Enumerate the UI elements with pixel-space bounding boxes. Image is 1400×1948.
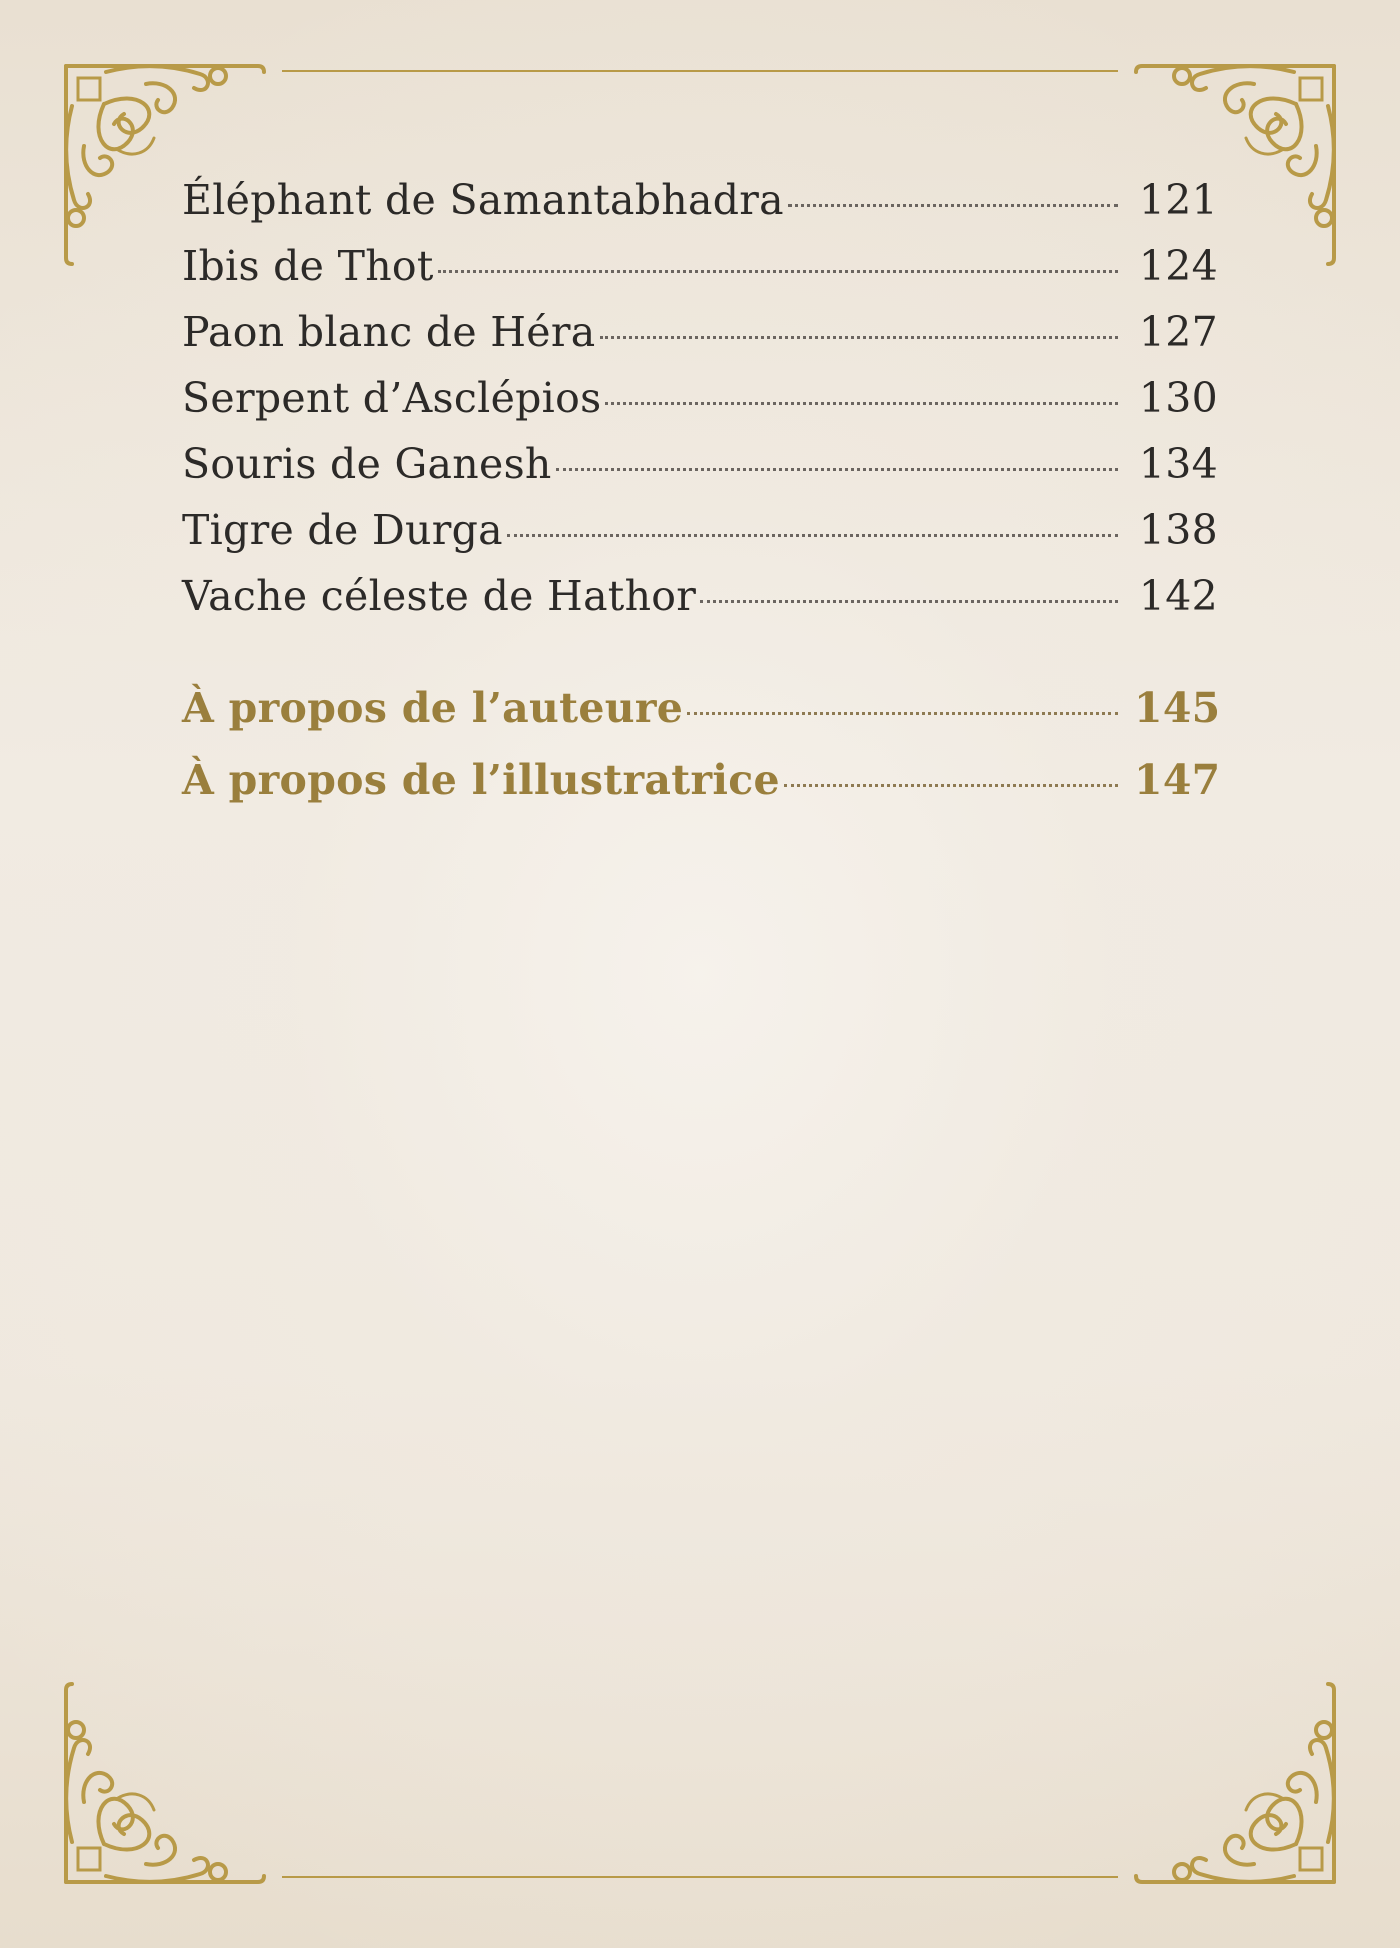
toc-entry-page: 134 (1138, 440, 1218, 488)
filigree-corner-bottom-left-icon (58, 1680, 268, 1890)
toc-entry-title: À propos de l’auteure (182, 684, 684, 732)
toc-entry-title: Souris de Ganesh (182, 440, 552, 488)
toc-entry-page: 130 (1138, 374, 1218, 422)
toc-entry-title: Paon blanc de Héra (182, 308, 596, 356)
toc-entry[interactable] (182, 308, 1218, 374)
toc-entry-page: 142 (1138, 572, 1218, 620)
toc-appendix-entry[interactable] (182, 684, 1221, 756)
toc-entry[interactable] (182, 176, 1218, 242)
toc-entry-title: Ibis de Thot (182, 242, 434, 290)
dot-leader (438, 270, 1118, 273)
section-spacer (182, 638, 1218, 684)
toc-entry-page: 124 (1138, 242, 1218, 290)
toc-entry[interactable] (182, 242, 1218, 308)
top-gold-rule (282, 70, 1118, 72)
toc-entry-title: Tigre de Durga (182, 506, 503, 554)
toc-appendix-entry[interactable] (182, 756, 1221, 828)
dot-leader (605, 402, 1118, 405)
dot-leader (784, 784, 1118, 787)
toc-entry-page: 138 (1138, 506, 1218, 554)
toc-entry[interactable] (182, 572, 1218, 638)
toc-entry-title: Vache céleste de Hathor (182, 572, 697, 620)
toc-entry-title: Éléphant de Samantabhadra (182, 176, 784, 224)
toc-entry-page: 127 (1138, 308, 1218, 356)
toc-entry-page: 145 (1134, 684, 1221, 732)
toc-entry-page: 147 (1134, 756, 1221, 804)
table-of-contents (182, 176, 1221, 828)
toc-entry-page: 121 (1138, 176, 1218, 224)
dot-leader (507, 534, 1118, 537)
toc-entry-title: Serpent d’Asclépios (182, 374, 602, 422)
toc-entry-title: À propos de l’illustratrice (182, 756, 780, 804)
dot-leader (700, 600, 1118, 603)
bottom-gold-rule (282, 1876, 1118, 1878)
dot-leader (600, 336, 1118, 339)
toc-entry[interactable] (182, 374, 1218, 440)
dot-leader (556, 468, 1118, 471)
toc-entry[interactable] (182, 440, 1218, 506)
dot-leader (788, 204, 1118, 207)
dot-leader (687, 712, 1118, 715)
filigree-corner-bottom-right-icon (1132, 1680, 1342, 1890)
toc-entry[interactable] (182, 506, 1218, 572)
